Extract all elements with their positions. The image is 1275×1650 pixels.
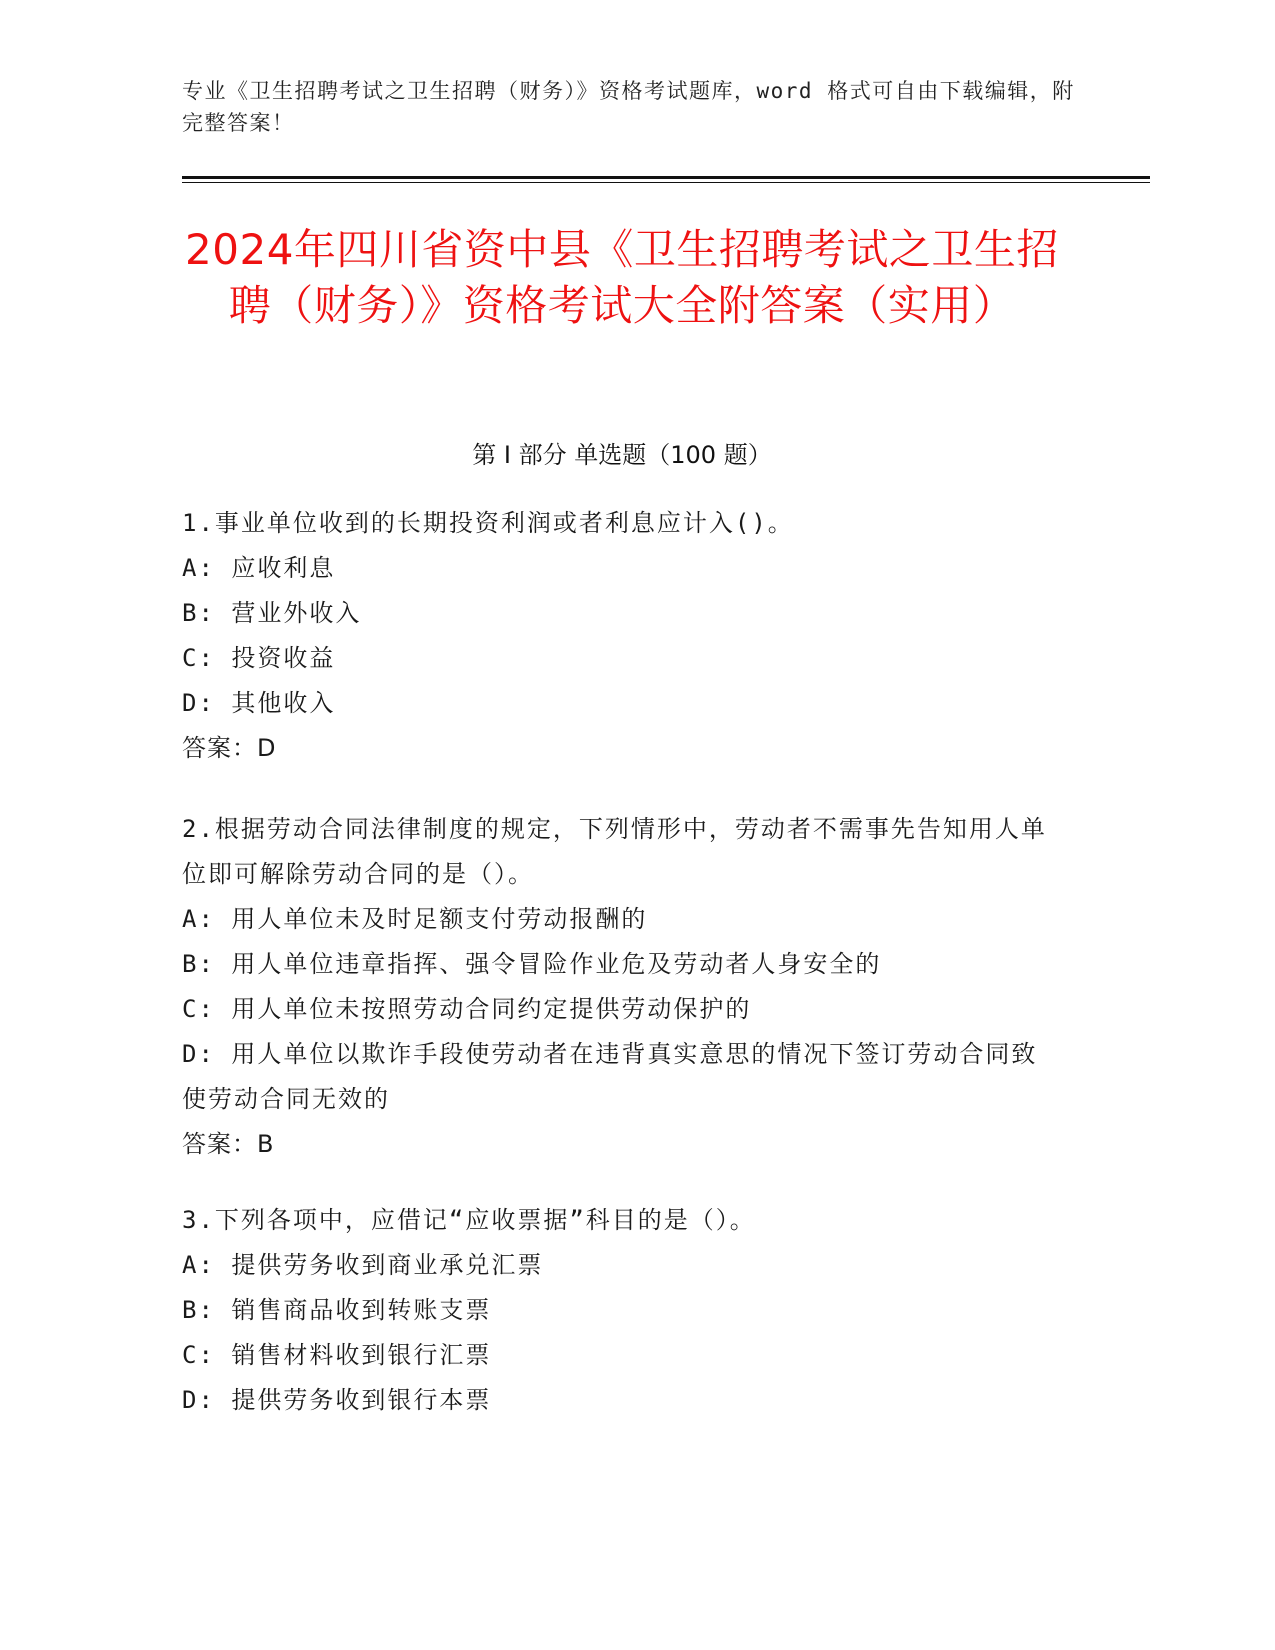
question-stem: 1.事业单位收到的长期投资利润或者利息应计入()。 [182, 509, 794, 537]
answer-line [182, 726, 1062, 771]
option-d: D: 其他收入 [182, 689, 336, 717]
question-2 [182, 807, 1062, 1167]
answer-value: B [257, 1130, 275, 1158]
option-d: D: 提供劳务收到银行本票 [182, 1386, 492, 1414]
option-a: A: 用人单位未及时足额支付劳动报酬的 [182, 905, 648, 933]
answer-line [182, 1122, 1062, 1167]
header-divider-thin [182, 182, 1150, 183]
question-3 [182, 1198, 1062, 1423]
question-stem: 3.下列各项中，应借记“应收票据”科目的是（）。 [182, 1206, 756, 1234]
document-title: 2024年四川省资中县《卫生招聘考试之卫生招聘（财务）》资格考试大全附答案（实用） [185, 225, 1059, 330]
answer-label: 答案： [182, 1130, 257, 1158]
option-d: D: 用人单位以欺诈手段使劳动者在违背真实意思的情况下签订劳动合同致使劳动合同无效的 [182, 1040, 1038, 1113]
option-c: C: 用人单位未按照劳动合同约定提供劳动保护的 [182, 995, 752, 1023]
option-c: C: 销售材料收到银行汇票 [182, 1341, 492, 1369]
section-title: 第 I 部分 单选题（100 题） [472, 441, 772, 469]
header-note: 专业《卫生招聘考试之卫生招聘（财务）》资格考试题库，word 格式可自由下载编辑，附完整答案！ [182, 79, 1075, 135]
header-divider [182, 176, 1150, 179]
answer-value: D [257, 734, 277, 762]
option-a: A: 应收利息 [182, 554, 336, 582]
option-b: B: 用人单位违章指挥、强令冒险作业危及劳动者人身安全的 [182, 950, 882, 978]
option-b: B: 销售商品收到转账支票 [182, 1296, 492, 1324]
answer-label: 答案： [182, 734, 257, 762]
question-stem: 2.根据劳动合同法律制度的规定，下列情形中，劳动者不需事先告知用人单位即可解除劳动合同的是（）。 [182, 815, 1047, 888]
question-1 [182, 501, 1062, 771]
option-a: A: 提供劳务收到商业承兑汇票 [182, 1251, 544, 1279]
option-b: B: 营业外收入 [182, 599, 362, 627]
option-c: C: 投资收益 [182, 644, 336, 672]
